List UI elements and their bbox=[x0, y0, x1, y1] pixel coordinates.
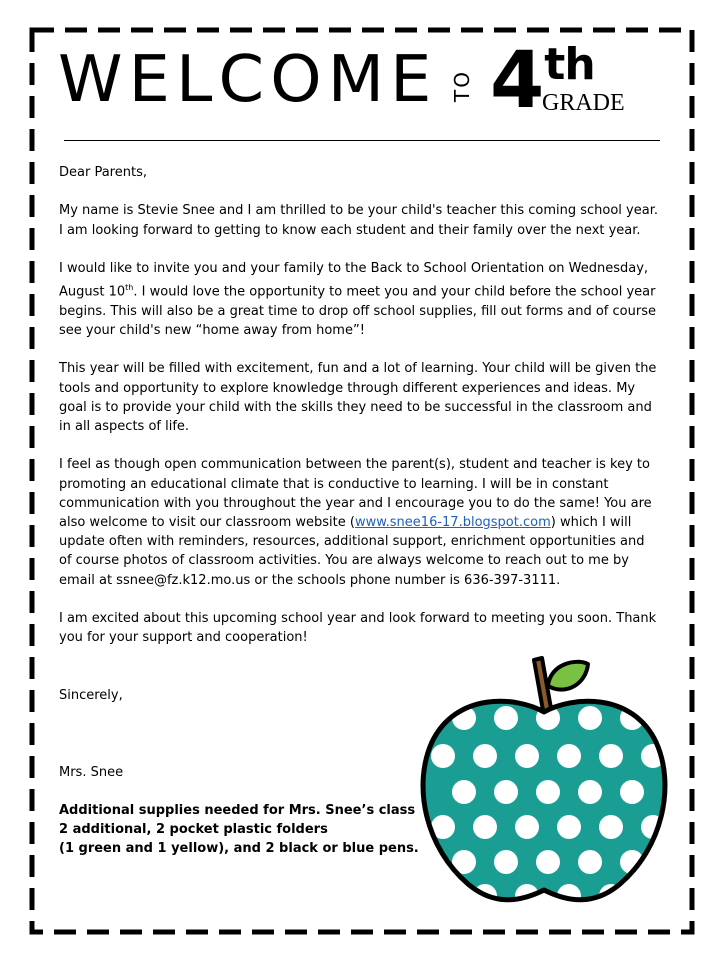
paragraph-communication-text: I feel as though open communication between the parent(s), student and teacher is key to promoting an educational climate that is conductive to learning. I will be in constant communication with you throughout the year and I encourage you to do the same! You are also welcome to visit our classroom website ( bbox=[59, 457, 652, 530]
date-suffix: th bbox=[125, 283, 134, 293]
apple-leaf bbox=[548, 662, 588, 690]
supplies-item-folders: 2 additional, 2 pocket plastic folders bbox=[59, 822, 328, 838]
paragraph-communication-rest: ) which I will update often with reminders, resources, additional support, enrichment opportunities and of course photos of classroom activities. You are always welcome to reach out to me by email at ssnee@fz.k12.mo.us or the schools phone number is 636-397-3111. bbox=[59, 514, 645, 588]
paragraph-communication bbox=[59, 455, 659, 589]
supplies-item-pens: (1 green and 1 yellow), and 2 black or blue pens. bbox=[59, 841, 419, 857]
signature: Mrs. Snee bbox=[59, 764, 124, 780]
page-title bbox=[58, 36, 668, 126]
welcome-heading: WELCOME bbox=[58, 43, 438, 117]
supplies-heading: Additional supplies needed for Mrs. Snee’s class bbox=[59, 802, 416, 818]
to-label: TO bbox=[450, 70, 474, 102]
header-divider bbox=[64, 140, 660, 141]
paragraph-goals: This year will be filled with excitement, fun and a lot of learning. Your child will be given the tools and opportunity to explore knowledge through different experiences and ideas. My goal is to provide your child with the skills they need to be successful in the classroom and in all aspects of life. bbox=[59, 361, 657, 434]
classroom-website-link[interactable]: www.snee16-17.blogspot.com bbox=[354, 514, 551, 530]
grade-number-digit: 4 bbox=[490, 36, 545, 126]
closing: Sincerely, bbox=[59, 687, 123, 703]
paragraph-orientation bbox=[59, 259, 659, 340]
apple-icon bbox=[416, 652, 672, 910]
grade-word: GRADE bbox=[542, 90, 625, 116]
paragraph-intro: My name is Stevie Snee and I am thrilled to be your child's teacher this coming school year. I am looking forward to getting to know each student and their family over the next year. bbox=[59, 203, 658, 238]
paragraph-orientation-rest: . I would love the opportunity to meet you and your child before the school year begins. This will also be a great time to drop off school supplies, fill out forms and of course see your child's new “home away from home”! bbox=[59, 284, 656, 338]
paragraph-closing: I am excited about this upcoming school year and look forward to meeting you soon. Thank you for your support and cooperation! bbox=[59, 610, 657, 646]
grade-number-suffix: th bbox=[544, 39, 595, 90]
greeting: Dear Parents, bbox=[59, 165, 147, 180]
paragraph-orientation-text: I would like to invite you and your family to the Back to School Orientation on Wednesday, August 10 bbox=[59, 260, 649, 300]
